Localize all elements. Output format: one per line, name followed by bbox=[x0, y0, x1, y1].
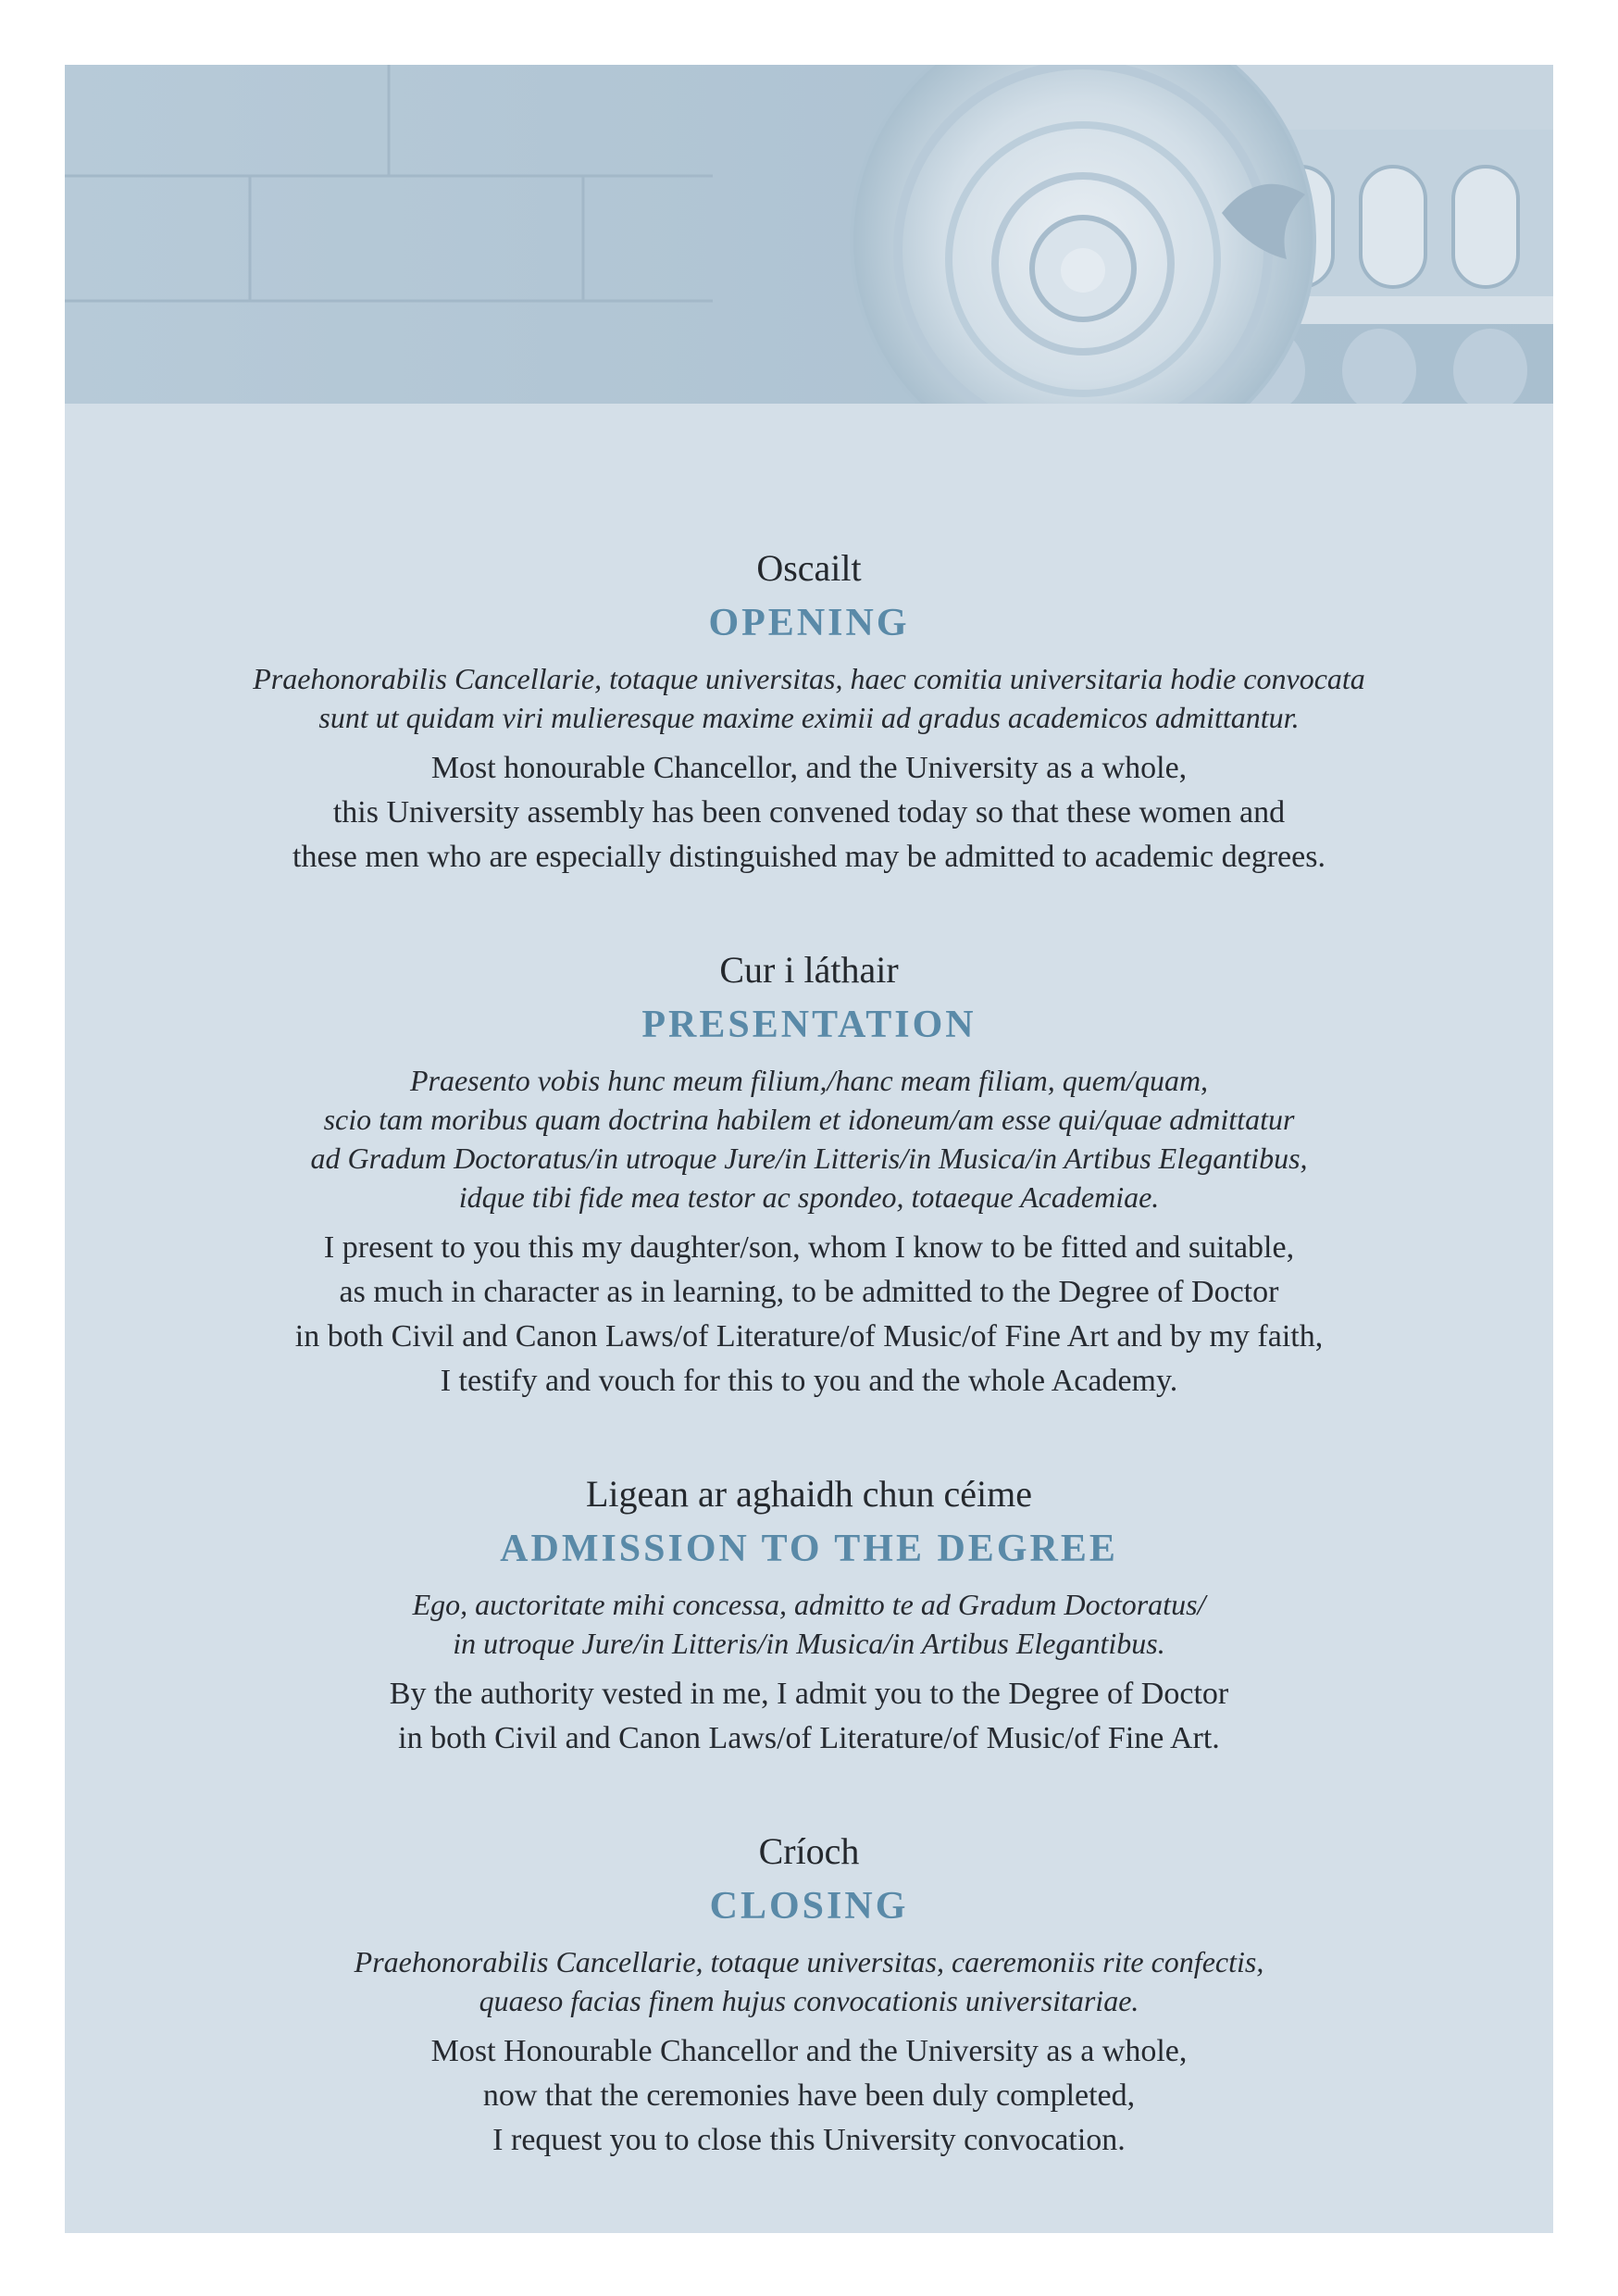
english-title: PRESENTATION bbox=[641, 1004, 977, 1046]
english-title: OPENING bbox=[708, 602, 910, 644]
section-opening bbox=[65, 546, 1553, 880]
english-title: CLOSING bbox=[709, 1885, 909, 1928]
english-text bbox=[65, 1226, 1553, 1404]
english-title: ADMISSION TO THE DEGREE bbox=[500, 1528, 1118, 1570]
section-presentation bbox=[65, 948, 1553, 1404]
irish-title: Ligean ar aghaidh chun céime bbox=[586, 1473, 1032, 1515]
ceremony-text bbox=[65, 404, 1553, 2163]
latin-line: sunt ut quidam viri mulieresque maxime eximii ad gradus academicos admittantur. bbox=[318, 701, 1300, 734]
ionic-column-banner bbox=[65, 65, 1553, 404]
english-line: now that the ceremonies have been duly completed, bbox=[482, 2078, 1136, 2113]
english-line: these men who are especially distinguished may be admitted to academic degrees. bbox=[292, 840, 1326, 874]
page-panel bbox=[65, 65, 1553, 2233]
latin-line: quaeso facias finem hujus convocationis universitariae. bbox=[479, 1984, 1139, 2017]
english-line: Most Honourable Chancellor and the University as a whole, bbox=[430, 2034, 1188, 2068]
english-text bbox=[65, 1672, 1553, 1761]
latin-text bbox=[65, 659, 1553, 737]
english-line: By the authority vested in me, I admit you to the Degree of Doctor bbox=[389, 1677, 1229, 1711]
english-line: in both Civil and Canon Laws/of Literature/of Music/of Fine Art and by my faith, bbox=[294, 1319, 1324, 1354]
english-line: I testify and vouch for this to you and the whole Academy. bbox=[440, 1364, 1178, 1398]
section-closing bbox=[65, 1829, 1553, 2163]
latin-text bbox=[65, 1061, 1553, 1217]
english-line: this University assembly has been convened today so that these women and bbox=[332, 795, 1286, 830]
english-text bbox=[65, 2029, 1553, 2163]
irish-title: Oscailt bbox=[756, 547, 862, 589]
section-admission bbox=[65, 1472, 1553, 1761]
latin-line: Praehonorabilis Cancellarie, totaque universitas, caeremoniis rite confectis, bbox=[354, 1945, 1264, 1978]
latin-line: scio tam moribus quam doctrina habilem et idoneum/am esse qui/quae admittatur bbox=[323, 1103, 1295, 1136]
english-text bbox=[65, 746, 1553, 880]
latin-line: Praesento vobis hunc meum filium,/hanc meam filiam, quem/quam, bbox=[409, 1064, 1209, 1097]
latin-text bbox=[65, 1585, 1553, 1663]
latin-line: idque tibi fide mea testor ac spondeo, totaeque Academiae. bbox=[458, 1180, 1160, 1214]
irish-title: Críoch bbox=[758, 1830, 860, 1872]
latin-line: Ego, auctoritate mihi concessa, admitto te ad Gradum Doctoratus/ bbox=[412, 1588, 1206, 1621]
english-line: I present to you this my daughter/son, whom I know to be fitted and suitable, bbox=[323, 1230, 1295, 1265]
english-line: Most honourable Chancellor, and the University as a whole, bbox=[430, 751, 1188, 785]
latin-line: Praehonorabilis Cancellarie, totaque universitas, haec comitia universitaria hodie convocata bbox=[253, 662, 1365, 695]
english-line: I request you to close this University convocation. bbox=[492, 2123, 1126, 2157]
column-capital-image bbox=[65, 65, 1553, 404]
latin-text bbox=[65, 1942, 1553, 2020]
english-line: in both Civil and Canon Laws/of Literature/of Music/of Fine Art. bbox=[398, 1721, 1220, 1755]
english-line: as much in character as in learning, to be admitted to the Degree of Doctor bbox=[339, 1275, 1279, 1309]
latin-line: ad Gradum Doctoratus/in utroque Jure/in Litteris/in Musica/in Artibus Elegantibus, bbox=[310, 1142, 1308, 1175]
latin-line: in utroque Jure/in Litteris/in Musica/in Artibus Elegantibus. bbox=[453, 1627, 1165, 1660]
irish-title: Cur i láthair bbox=[719, 949, 899, 991]
